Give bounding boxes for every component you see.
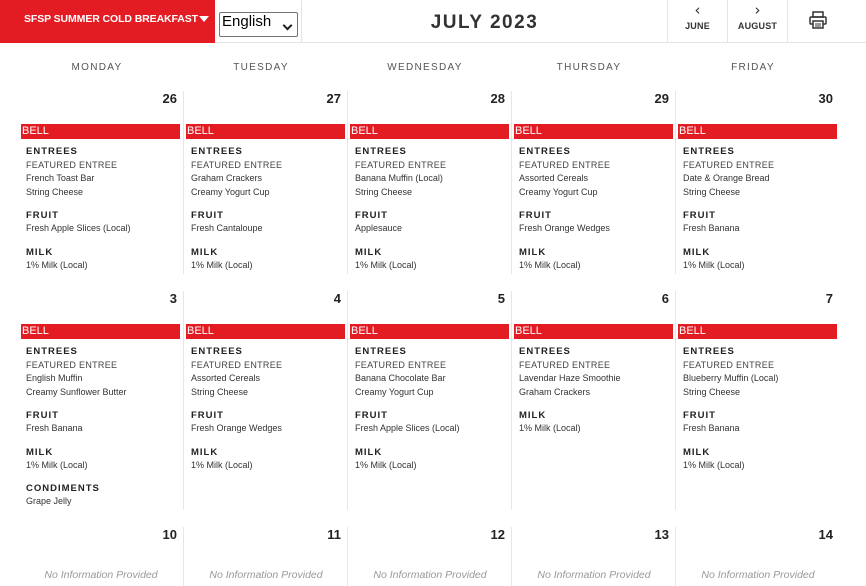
menu-item[interactable]: Creamy Yogurt Cup [519, 186, 598, 197]
menu-category: ENTREES [519, 346, 571, 357]
menu-item[interactable]: Banana Chocolate Bar [355, 373, 446, 383]
prev-month-label: JUNE [685, 21, 710, 31]
day-number: 6 [661, 291, 669, 306]
language-select[interactable] [219, 12, 298, 37]
weekday-label: THURSDAY [556, 62, 622, 73]
menu-item[interactable]: Banana Muffin (Local) [355, 173, 443, 183]
chevron-down-icon [283, 21, 293, 31]
day-number: 14 [818, 527, 833, 542]
day-number: 11 [327, 527, 341, 542]
menu-category: MILK [191, 446, 219, 458]
day-cell[interactable] [183, 527, 347, 586]
menu-item[interactable]: Fresh Banana [683, 223, 740, 233]
day-menu [683, 345, 778, 472]
location-banner: BELL [514, 324, 673, 339]
day-number: 10 [162, 527, 177, 542]
day-menu [519, 345, 621, 436]
day-cell[interactable] [19, 91, 183, 274]
day-number: 27 [326, 91, 341, 106]
menu-category: MILK [519, 246, 547, 258]
menu-item[interactable]: 1% Milk (Local) [26, 259, 88, 270]
location-banner: BELL [186, 324, 345, 339]
menu-item[interactable]: Fresh Orange Wedges [191, 423, 282, 433]
day-number: 29 [654, 91, 669, 106]
chevron-right-icon: › [754, 1, 761, 19]
menu-category: FRUIT [355, 210, 388, 221]
menu-item[interactable]: Blueberry Muffin (Local) [683, 373, 779, 383]
weekday-label: WEDNESDAY [387, 62, 463, 73]
menu-category: FRUIT [191, 410, 224, 421]
menu-item[interactable]: Creamy Yogurt Cup [191, 186, 270, 197]
day-cell[interactable] [19, 291, 183, 510]
day-menu [355, 345, 460, 472]
day-cell[interactable] [675, 291, 839, 510]
menu-subcategory: FEATURED ENTREE [519, 360, 611, 370]
menu-name: SFSP SUMMER COLD BREAKFAST [24, 13, 198, 25]
day-menu [355, 145, 446, 272]
menu-item[interactable]: Graham Crackers [519, 386, 591, 397]
day-menu [683, 145, 774, 272]
menu-item[interactable]: Assorted Cereals [519, 173, 589, 183]
menu-category: MILK [26, 446, 54, 458]
language-value: English [222, 13, 272, 30]
menu-category: FRUIT [683, 210, 716, 221]
day-number: 4 [333, 291, 341, 306]
menu-item[interactable]: Fresh Cantaloupe [191, 223, 263, 233]
menu-item[interactable]: Assorted Cereals [191, 373, 261, 383]
menu-item[interactable]: 1% Milk (Local) [683, 259, 745, 270]
calendar-header [0, 0, 866, 43]
day-number: 30 [818, 91, 833, 106]
day-cell[interactable] [183, 91, 347, 274]
menu-category: MILK [355, 446, 383, 458]
location-banner: BELL [350, 324, 509, 339]
menu-category: ENTREES [683, 346, 735, 357]
menu-item[interactable]: String Cheese [683, 386, 741, 397]
day-menu [191, 145, 282, 272]
next-month-button[interactable] [728, 0, 787, 43]
location-banner: BELL [21, 124, 180, 139]
menu-category: CONDIMENTS [26, 483, 100, 494]
menu-item[interactable]: 1% Milk (Local) [191, 259, 253, 270]
day-cell[interactable] [511, 527, 675, 586]
day-number: 12 [490, 527, 505, 542]
menu-category: FRUIT [26, 210, 59, 221]
day-cell[interactable] [347, 527, 511, 586]
menu-category: FRUIT [519, 210, 552, 221]
day-menu [519, 145, 610, 272]
menu-subcategory: FEATURED ENTREE [683, 360, 775, 370]
menu-item[interactable]: French Toast Bar [26, 173, 95, 183]
menu-category: MILK [191, 246, 219, 258]
menu-category: FRUIT [355, 410, 388, 421]
menu-item[interactable]: 1% Milk (Local) [519, 423, 581, 433]
menu-subcategory: FEATURED ENTREE [355, 160, 447, 170]
menu-category: FRUIT [683, 410, 716, 421]
day-number: 5 [497, 291, 505, 306]
menu-subcategory: FEATURED ENTREE [683, 160, 775, 170]
menu-item[interactable]: Fresh Apple Slices (Local) [26, 223, 131, 233]
print-button[interactable] [788, 0, 848, 43]
day-cell[interactable] [675, 91, 839, 274]
menu-category: MILK [683, 246, 711, 258]
menu-category: ENTREES [191, 346, 243, 357]
menu-item[interactable]: Lavendar Haze Smoothie [519, 373, 621, 383]
menu-category: ENTREES [683, 146, 735, 157]
day-number: 7 [825, 291, 833, 306]
location-banner: BELL [514, 124, 673, 139]
no-info-text: No Information Provided [537, 569, 651, 581]
menu-category: ENTREES [26, 346, 78, 357]
menu-item[interactable]: Fresh Orange Wedges [519, 223, 610, 233]
menu-subcategory: FEATURED ENTREE [191, 360, 283, 370]
no-info-text: No Information Provided [44, 569, 158, 581]
menu-category: FRUIT [26, 410, 59, 421]
day-cell[interactable] [19, 527, 183, 586]
menu-item[interactable]: 1% Milk (Local) [26, 459, 88, 470]
menu-item[interactable]: String Cheese [683, 186, 741, 197]
month-title: JULY 2023 [430, 12, 539, 33]
menu-item[interactable]: String Cheese [26, 186, 84, 197]
location-banner: BELL [350, 124, 509, 139]
menu-item[interactable]: Graham Crackers [191, 173, 263, 183]
menu-category: MILK [519, 410, 547, 421]
menu-item[interactable]: Fresh Apple Slices (Local) [355, 423, 460, 433]
menu-subcategory: FEATURED ENTREE [26, 360, 118, 370]
weekday-header-row [0, 62, 866, 76]
menu-item[interactable]: String Cheese [355, 186, 413, 197]
menu-category: MILK [355, 246, 383, 258]
menu-item[interactable]: English Muffin [26, 373, 83, 383]
day-number: 26 [162, 91, 177, 106]
no-info-text: No Information Provided [209, 569, 323, 581]
menu-category: MILK [683, 446, 711, 458]
menu-item[interactable]: String Cheese [191, 386, 249, 397]
menu-item[interactable]: Date & Orange Bread [683, 173, 770, 183]
caret-down-icon [199, 16, 209, 22]
menu-category: ENTREES [26, 146, 78, 157]
menu-item[interactable]: 1% Milk (Local) [191, 459, 253, 470]
weekday-label: TUESDAY [233, 62, 289, 73]
no-info-text: No Information Provided [373, 569, 487, 581]
location-banner: BELL [186, 124, 345, 139]
menu-category: ENTREES [519, 146, 571, 157]
prev-month-button[interactable] [668, 0, 727, 43]
menu-subcategory: FEATURED ENTREE [191, 160, 283, 170]
day-number: 13 [654, 527, 669, 542]
menu-item[interactable]: Applesauce [355, 223, 403, 233]
chevron-left-icon: ‹ [694, 1, 701, 19]
day-menu [26, 345, 127, 509]
next-month-label: AUGUST [737, 21, 778, 31]
menu-item[interactable]: 1% Milk (Local) [519, 259, 581, 270]
day-cell[interactable] [183, 291, 347, 510]
menu-item[interactable]: 1% Milk (Local) [355, 459, 417, 470]
day-cell[interactable] [511, 91, 675, 274]
weekday-label: MONDAY [71, 62, 123, 73]
day-number: 28 [490, 91, 505, 106]
location-banner: BELL [678, 324, 837, 339]
menu-category: ENTREES [355, 146, 407, 157]
day-cell[interactable] [511, 291, 675, 510]
day-cell[interactable] [347, 291, 511, 510]
day-cell[interactable] [675, 527, 839, 586]
menu-item[interactable]: 1% Milk (Local) [355, 259, 417, 270]
no-info-text: No Information Provided [701, 569, 815, 581]
menu-item[interactable]: Creamy Yogurt Cup [355, 386, 434, 397]
day-menu [26, 145, 131, 272]
location-banner: BELL [21, 324, 180, 339]
day-menu [191, 345, 282, 472]
menu-selector-button[interactable] [0, 0, 215, 43]
menu-item[interactable]: Fresh Banana [683, 423, 740, 433]
menu-category: ENTREES [191, 146, 243, 157]
menu-subcategory: FEATURED ENTREE [26, 160, 118, 170]
day-cell[interactable] [347, 91, 511, 274]
day-number: 3 [169, 291, 177, 306]
location-banner: BELL [678, 124, 837, 139]
menu-item[interactable]: Fresh Banana [26, 423, 83, 433]
menu-subcategory: FEATURED ENTREE [355, 360, 447, 370]
menu-item[interactable]: Creamy Sunflower Butter [26, 386, 127, 397]
menu-category: MILK [26, 246, 54, 258]
menu-item[interactable]: Grape Jelly [26, 496, 72, 506]
menu-category: FRUIT [191, 210, 224, 221]
menu-item[interactable]: 1% Milk (Local) [683, 459, 745, 470]
weekday-label: FRIDAY [731, 62, 775, 73]
menu-category: ENTREES [355, 346, 407, 357]
printer-icon [808, 10, 828, 30]
menu-subcategory: FEATURED ENTREE [519, 160, 611, 170]
